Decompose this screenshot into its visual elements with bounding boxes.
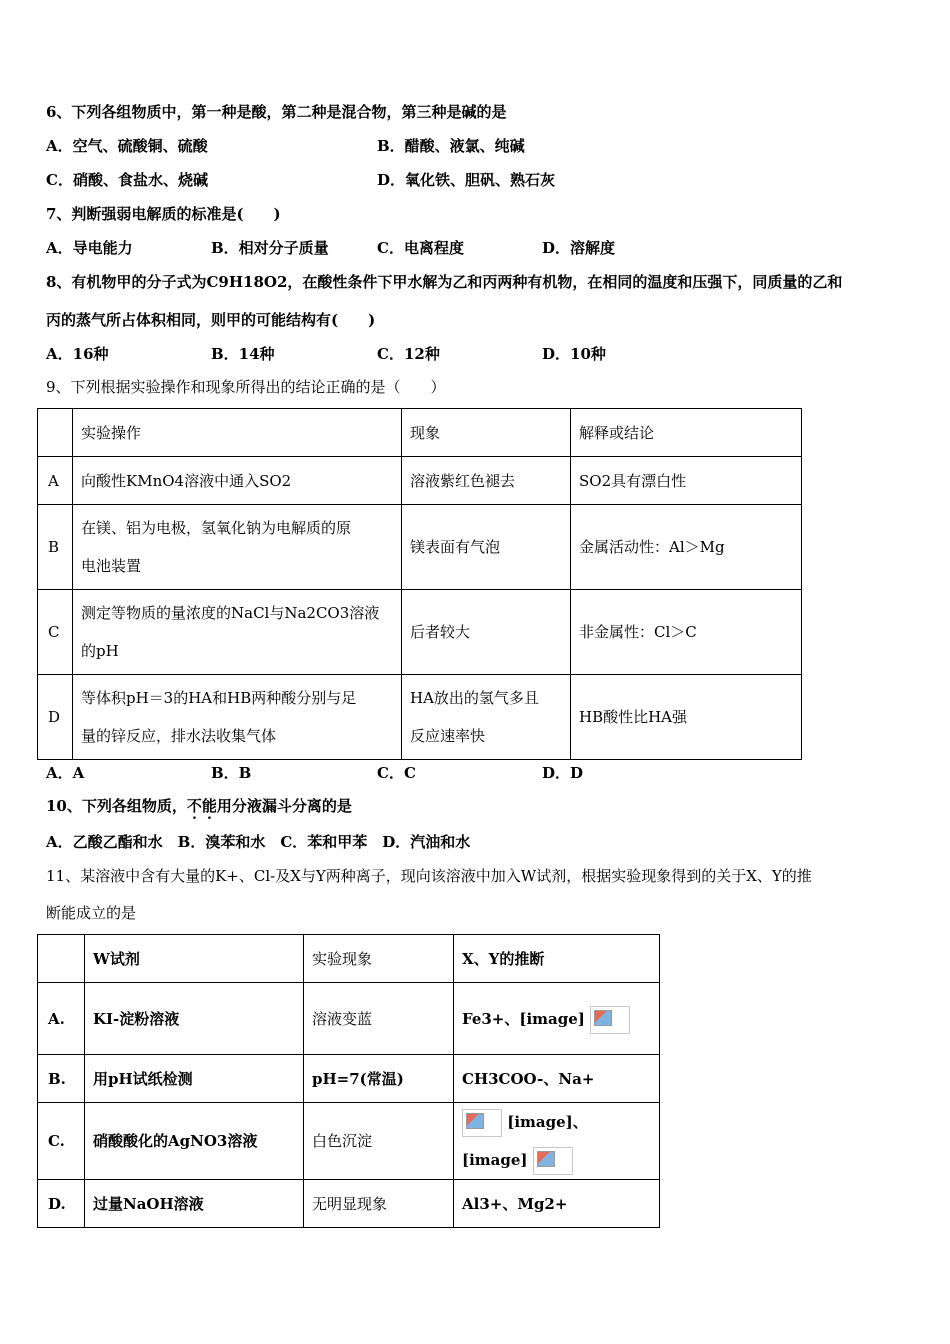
q9-header-phenomenon: 现象 bbox=[402, 409, 571, 457]
q9-row-phenomenon-line1: HA放出的氢气多且 bbox=[410, 689, 539, 707]
q8-formula: C9H18O2 bbox=[206, 273, 288, 291]
q11-header-phenomenon: 实验现象 bbox=[304, 935, 454, 983]
q11-row-inference: Al3+、Mg2+ bbox=[454, 1180, 660, 1228]
q10-stem-pre: 10、下列各组物质， bbox=[46, 797, 187, 815]
q10-emphasis-2: 能 bbox=[201, 797, 217, 815]
q9-row-phenomenon: 溶液紫红色褪去 bbox=[402, 457, 571, 505]
q11-row-label: D. bbox=[38, 1180, 85, 1228]
q8-stem-post: ，在酸性条件下甲水解为乙和丙两种有机物，在相同的温度和压强下，同质量的乙和 bbox=[287, 273, 843, 291]
q9-row-b bbox=[38, 505, 802, 590]
q8-option-a: A．16种 bbox=[46, 345, 109, 363]
q11-row-reagent: 过量NaOH溶液 bbox=[85, 1180, 304, 1228]
q11-row-label: B. bbox=[38, 1055, 85, 1103]
q9-row-operation bbox=[73, 675, 402, 760]
q11-row-phenomenon: pH=7(常温) bbox=[304, 1055, 454, 1103]
q11-row-c bbox=[38, 1103, 660, 1180]
q10-options: A．乙酸乙酯和水 B．溴苯和水 C．苯和甲苯 D．汽油和水 bbox=[46, 833, 471, 851]
q8-stem bbox=[46, 272, 842, 292]
q11-row-inference: CH3COO-、Na+ bbox=[454, 1055, 660, 1103]
q9-row-label: A bbox=[38, 457, 73, 505]
broken-image-icon bbox=[462, 1109, 502, 1137]
q11-stem-line2: 断能成立的是 bbox=[46, 904, 137, 922]
q11-row-inference bbox=[454, 1103, 660, 1180]
q11-row-inference-text: Fe3+、[image] bbox=[462, 1009, 585, 1028]
q11-table bbox=[37, 934, 660, 1228]
q9-row-phenomenon: 镁表面有气泡 bbox=[402, 505, 571, 590]
q11-stem: 11、某溶液中含有大量的K+、Cl-及X与Y两种离子，现向该溶液中加入W试剂，根据实验现象得到的关于X、Y的推 bbox=[46, 867, 812, 885]
q9-row-operation: 向酸性KMnO4溶液中通入SO2 bbox=[73, 457, 402, 505]
broken-image-icon bbox=[533, 1147, 573, 1175]
q8-option-b: B．14种 bbox=[211, 345, 275, 363]
q6-option-c: C．硝酸、食盐水、烧碱 bbox=[46, 171, 208, 189]
q11-row-reagent: KI-淀粉溶液 bbox=[85, 983, 304, 1055]
q9-row-conclusion: 非金属性：Cl＞C bbox=[571, 590, 802, 675]
q11-header-label bbox=[38, 935, 85, 983]
q10-stem bbox=[46, 796, 352, 816]
q9-row-operation bbox=[73, 590, 402, 675]
q9-row-operation-line2: 量的锌反应，排水法收集气体 bbox=[81, 727, 277, 745]
q9-row-operation-line1: 在镁、铝为电极，氢氧化钠为电解质的原 bbox=[81, 519, 352, 537]
q9-header-operation: 实验操作 bbox=[73, 409, 402, 457]
q8-stem-line2: 丙的蒸气所占体积相同，则甲的可能结构有( ) bbox=[46, 311, 376, 329]
q9-row-label: B bbox=[38, 505, 73, 590]
q7-option-c: C．电离程度 bbox=[377, 239, 464, 257]
q6-option-a: A．空气、硫酸铜、硫酸 bbox=[46, 137, 208, 155]
q9-row-operation-line1: 等体积pH＝3的HA和HB两种酸分别与足 bbox=[81, 689, 357, 707]
q6-option-d: D．氧化铁、胆矾、熟石灰 bbox=[377, 171, 556, 189]
q9-row-phenomenon: 后者较大 bbox=[402, 590, 571, 675]
q11-row-phenomenon: 白色沉淀 bbox=[304, 1103, 454, 1180]
q9-row-conclusion: HB酸性比HA强 bbox=[571, 675, 802, 760]
q11-row-inference-text: [image]、[image] bbox=[462, 1113, 588, 1169]
q11-header-reagent: W试剂 bbox=[85, 935, 304, 983]
q11-row-a bbox=[38, 983, 660, 1055]
q11-row-d bbox=[38, 1180, 660, 1228]
q9-table bbox=[37, 408, 802, 760]
q11-row-reagent: 硝酸酸化的AgNO3溶液 bbox=[85, 1103, 304, 1180]
q8-option-c: C．12种 bbox=[377, 345, 440, 363]
q9-row-operation-line1: 测定等物质的量浓度的NaCl与Na2CO3溶液 bbox=[81, 604, 380, 622]
q9-header-conclusion: 解释或结论 bbox=[571, 409, 802, 457]
q8-option-d: D．10种 bbox=[542, 345, 606, 363]
q11-header-row bbox=[38, 935, 660, 983]
q9-header-label bbox=[38, 409, 73, 457]
q9-header-row bbox=[38, 409, 802, 457]
q11-row-label: C. bbox=[38, 1103, 85, 1180]
q9-row-operation-line2: 的pH bbox=[81, 642, 119, 660]
q9-option-c: C．C bbox=[377, 764, 416, 782]
q11-row-reagent: 用pH试纸检测 bbox=[85, 1055, 304, 1103]
q9-option-d: D．D bbox=[542, 764, 584, 782]
q7-option-b: B．相对分子质量 bbox=[211, 239, 329, 257]
q7-option-d: D．溶解度 bbox=[542, 239, 616, 257]
broken-image-icon bbox=[590, 1006, 630, 1034]
q9-row-label: C bbox=[38, 590, 73, 675]
q6-option-b: B．醋酸、液氯、纯碱 bbox=[377, 137, 525, 155]
q11-row-b bbox=[38, 1055, 660, 1103]
q9-row-phenomenon-line2: 反应速率快 bbox=[410, 727, 486, 745]
q11-row-label: A. bbox=[38, 983, 85, 1055]
q8-stem-pre: 8、有机物甲的分子式为 bbox=[46, 273, 207, 291]
q9-stem: 9、下列根据实验操作和现象所得出的结论正确的是（ ） bbox=[46, 378, 446, 396]
q9-row-a bbox=[38, 457, 802, 505]
q7-option-a: A．导电能力 bbox=[46, 239, 133, 257]
q11-row-phenomenon: 溶液变蓝 bbox=[304, 983, 454, 1055]
q9-row-c bbox=[38, 590, 802, 675]
q9-option-b: B．B bbox=[211, 764, 252, 782]
q11-header-inference: X、Y的推断 bbox=[454, 935, 660, 983]
q9-row-label: D bbox=[38, 675, 73, 760]
q9-option-a: A．A bbox=[46, 764, 85, 782]
q7-stem: 7、判断强弱电解质的标准是( ) bbox=[46, 205, 281, 223]
q9-row-phenomenon bbox=[402, 675, 571, 760]
q10-emphasis-1: 不 bbox=[186, 797, 202, 815]
q9-row-d bbox=[38, 675, 802, 760]
q11-row-phenomenon: 无明显现象 bbox=[304, 1180, 454, 1228]
q9-row-operation bbox=[73, 505, 402, 590]
q11-row-inference bbox=[454, 983, 660, 1055]
q10-stem-post: 用分液漏斗分离的是 bbox=[216, 797, 352, 815]
q9-row-operation-line2: 电池装置 bbox=[81, 557, 142, 575]
q9-row-conclusion: SO2具有漂白性 bbox=[571, 457, 802, 505]
q6-stem: 6、下列各组物质中，第一种是酸，第二种是混合物，第三种是碱的是 bbox=[46, 103, 507, 121]
q9-row-conclusion: 金属活动性：Al＞Mg bbox=[571, 505, 802, 590]
